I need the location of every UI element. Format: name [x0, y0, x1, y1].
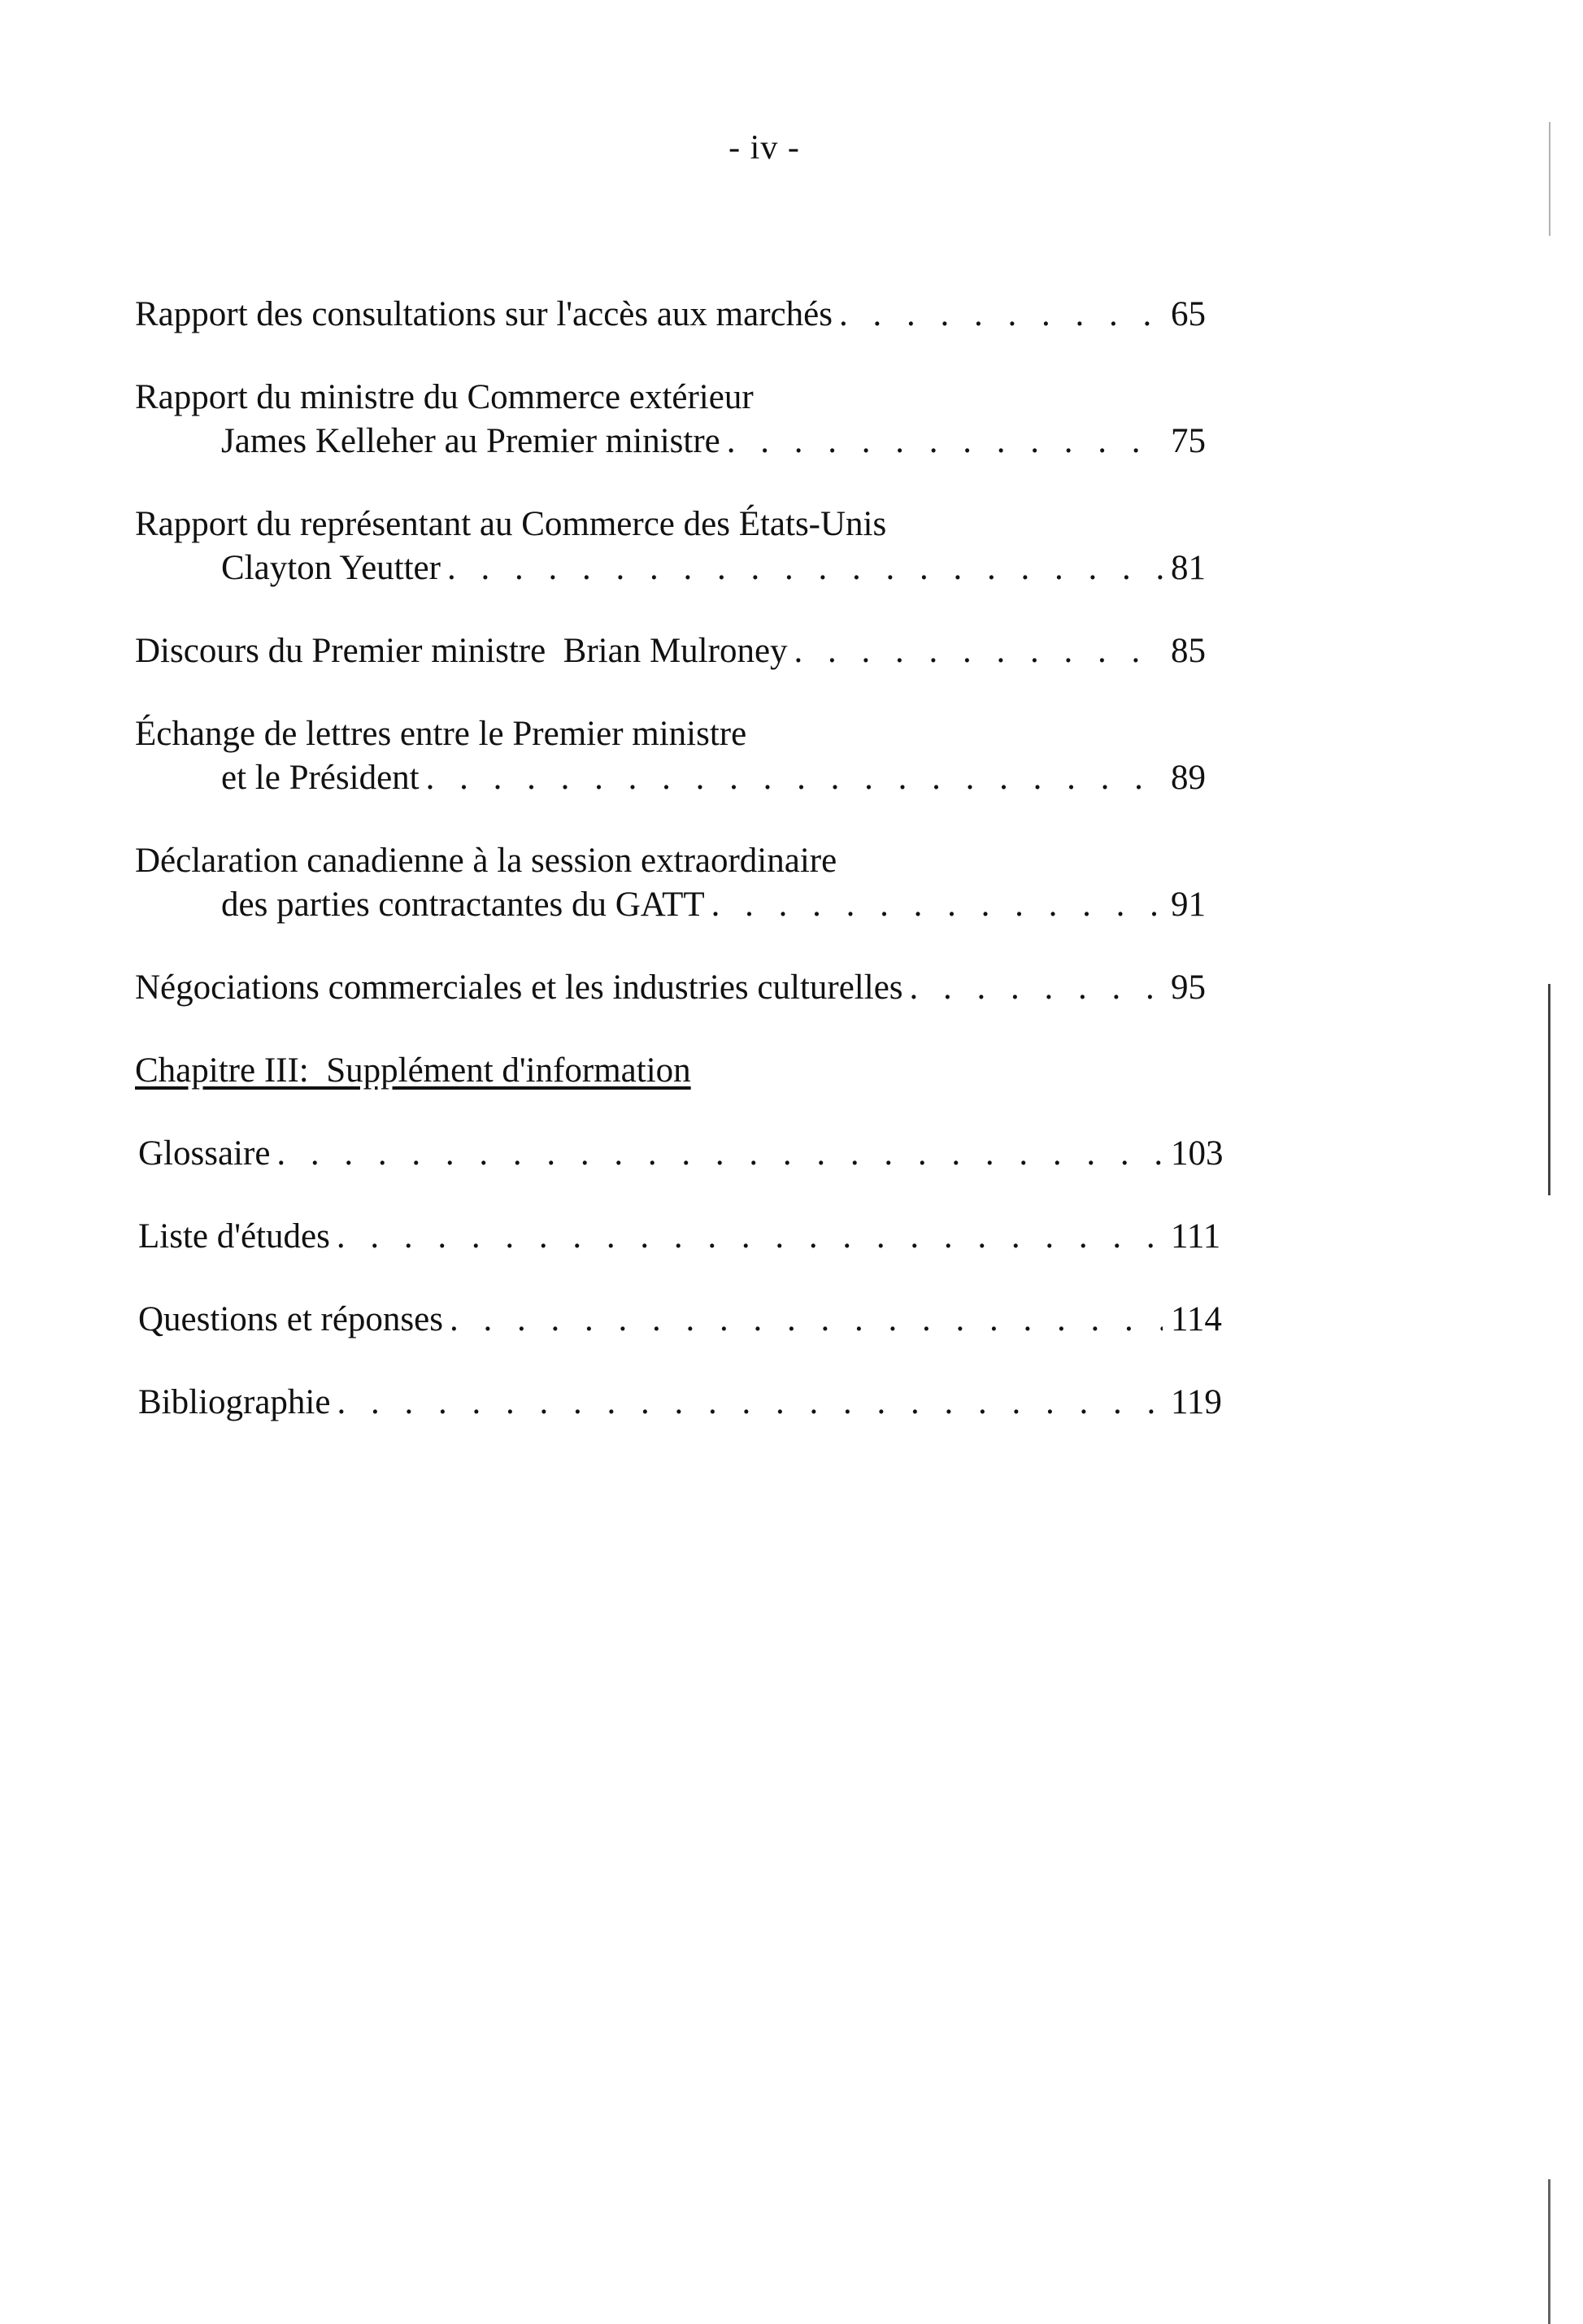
dot-leader: [450, 1298, 1163, 1342]
dot-leader: [276, 1132, 1163, 1176]
toc-entry-title: Discours du Premier ministre Brian Mulroney: [135, 632, 788, 670]
toc-entry-title-continued: James Kelleher au Premier ministre: [221, 422, 720, 460]
toc-entry: [138, 1132, 1249, 1176]
toc-entry-title: Bibliographie: [138, 1383, 331, 1421]
toc-entry: [138, 1381, 1249, 1425]
toc-page-number: 119: [1171, 1383, 1222, 1421]
toc-entry-title-continued: Clayton Yeutter: [221, 549, 441, 587]
scan-edge-mark: [1549, 122, 1550, 236]
chapter-heading: Chapitre III: Supplément d'information: [135, 1051, 691, 1090]
scan-edge-mark: [1548, 984, 1550, 1195]
toc-entry: [135, 839, 1249, 927]
toc-entry-title: Négociations commerciales et les industries culturelles: [135, 968, 903, 1007]
dot-leader: [910, 966, 1163, 1010]
toc-entry-title: Rapport du représentant au Commerce des États-Unis: [135, 505, 887, 543]
dot-leader: [447, 546, 1163, 590]
page-number: - iv -: [728, 129, 800, 167]
toc-entry: [138, 1298, 1249, 1342]
toc-page-number: 81: [1171, 549, 1206, 587]
toc-entry: [135, 376, 1249, 463]
table-of-contents: [135, 293, 1249, 1425]
dot-leader: [426, 756, 1163, 800]
dot-leader: [337, 1215, 1163, 1259]
toc-entry: [135, 966, 1249, 1010]
toc-page-number: 114: [1171, 1300, 1222, 1338]
toc-page-number: 75: [1171, 422, 1206, 460]
toc-entry-title: Questions et réponses: [138, 1300, 443, 1338]
dot-leader: [711, 883, 1163, 927]
toc-entry: [135, 629, 1249, 673]
toc-page-number: 103: [1171, 1134, 1224, 1173]
toc-page-number: 91: [1171, 886, 1206, 924]
toc-entry-title: Glossaire: [138, 1134, 271, 1173]
toc-entry-title-continued: et le Président: [221, 759, 420, 797]
toc-entry-title-continued: des parties contractantes du GATT: [221, 886, 705, 924]
toc-page-number: 95: [1171, 968, 1206, 1007]
toc-entry-title: Rapport du ministre du Commerce extérieur: [135, 378, 754, 416]
dot-leader: [794, 629, 1163, 673]
dot-leader: [727, 420, 1163, 463]
toc-entry: [135, 503, 1249, 590]
toc-page-number: 85: [1171, 632, 1206, 670]
toc-entry-title: Déclaration canadienne à la session extraordinaire: [135, 842, 837, 880]
toc-entry: [135, 712, 1249, 800]
toc-entry-title: Liste d'études: [138, 1217, 330, 1256]
dot-leader: [337, 1381, 1163, 1425]
toc-page-number: 111: [1171, 1217, 1221, 1256]
toc-entry-title: Rapport des consultations sur l'accès aux marchés: [135, 295, 833, 333]
toc-entry: [135, 293, 1249, 337]
toc-page-number: 89: [1171, 759, 1206, 797]
toc-entry-title: Échange de lettres entre le Premier ministre: [135, 715, 747, 753]
dot-leader: [839, 293, 1163, 337]
scan-edge-mark: [1548, 2179, 1550, 2324]
toc-page-number: 65: [1171, 295, 1206, 333]
toc-entry: [138, 1215, 1249, 1259]
